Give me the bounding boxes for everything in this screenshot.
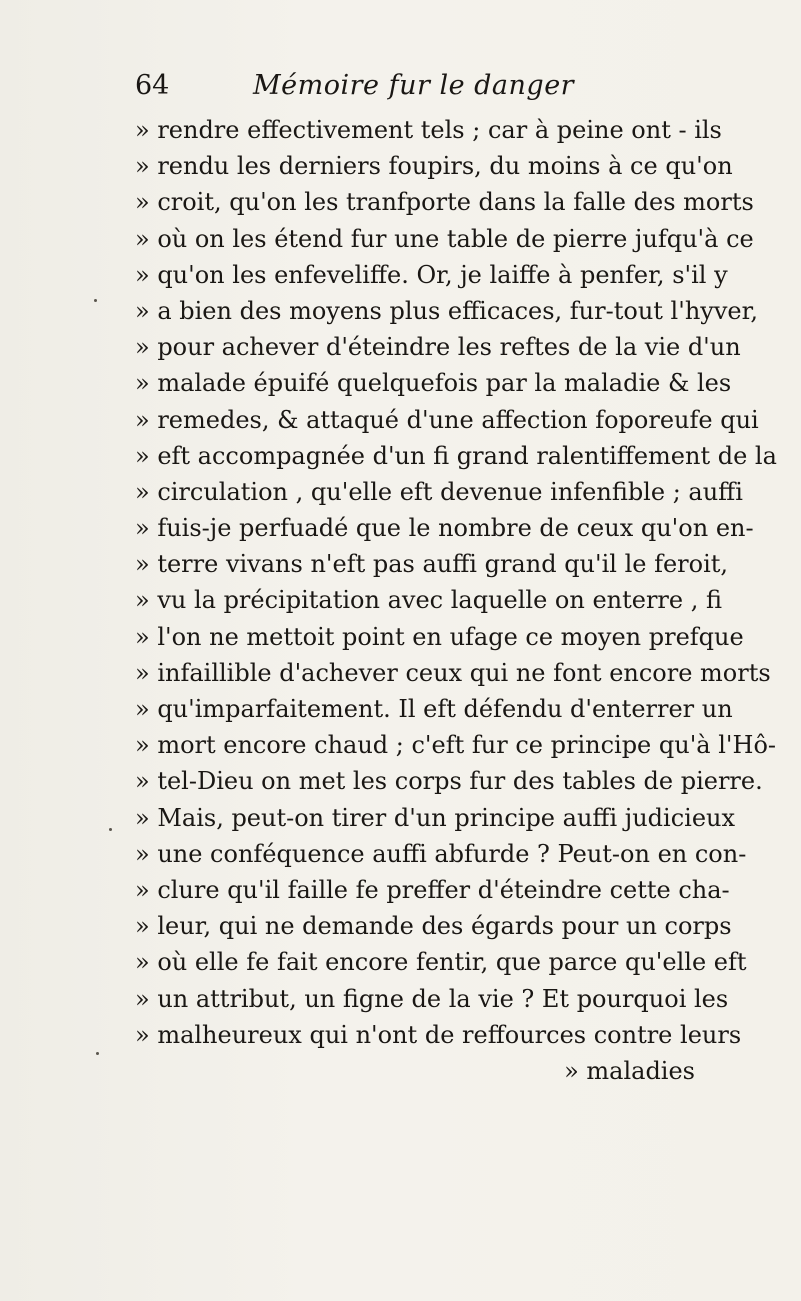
text-line: » mort encore chaud ; c'eft fur ce principe qu'à l'Hô- — [135, 731, 777, 760]
text-line: » où elle fe fait encore fentir, que parce qu'elle eft — [135, 948, 747, 977]
text-line: » infaillible d'achever ceux qui ne font encore morts — [135, 658, 771, 687]
text-line: » malheureux qui n'ont de reffources contre leurs — [135, 1020, 742, 1049]
text-line: » malade épuifé quelquefois par la maladie & les — [135, 369, 732, 398]
text-line: » tel-Dieu on met les corps fur des tables de pierre. — [135, 767, 763, 796]
text-line: » leur, qui ne demande des égards pour un corps — [135, 912, 732, 941]
text-line: » remedes, & attaqué d'une affection foporeufe qui — [135, 405, 759, 434]
text-line: » vu la précipitation avec laquelle on enterre , fi — [135, 586, 722, 615]
body-text — [135, 112, 777, 1089]
text-line: » rendu les derniers foupirs, du moins à ce qu'on — [135, 152, 733, 181]
text-line: » pour achever d'éteindre les reftes de la vie d'un — [135, 333, 741, 362]
text-line: » où on les étend fur une table de pierre jufqu'à ce — [135, 224, 754, 253]
text-line: » rendre effectivement tels ; car à peine ont - ils — [135, 116, 722, 144]
text-line: » un attribut, un figne de la vie ? Et pourquoi les — [135, 984, 729, 1013]
catchword-line: » maladies — [564, 1056, 695, 1085]
page-number: 64 — [135, 70, 170, 101]
text-line: » qu'on les enfeveliffe. Or, je laiffe à penfer, s'il y — [135, 260, 728, 289]
text-line: » Mais, peut-on tirer d'un principe auffi judicieux — [135, 803, 736, 832]
text-line: » l'on ne mettoit point en ufage ce moyen prefque — [135, 622, 744, 651]
text-line: » circulation , qu'elle eft devenue infenfible ; auffi — [135, 477, 743, 506]
text-line: » une conféquence auffi abfurde ? Peut-on en con- — [135, 839, 747, 868]
text-line: » clure qu'il faille fe preffer d'éteindre cette cha- — [135, 875, 730, 904]
text-line: » eft accompagnée d'un fi grand ralentiffement de la — [135, 441, 777, 470]
text-line: » fuis-je perfuadé que le nombre de ceux qu'on en- — [135, 514, 754, 543]
margin-speck — [96, 1052, 99, 1055]
running-title: Mémoire fur le danger — [253, 70, 575, 101]
text-line: » a bien des moyens plus efficaces, fur-tout l'hyver, — [135, 296, 759, 325]
text-line: » croit, qu'on les tranfporte dans la falle des morts — [135, 188, 754, 217]
text-line: » qu'imparfaitement. Il eft défendu d'enterrer un — [135, 695, 733, 723]
margin-speck — [109, 828, 112, 831]
text-line: » terre vivans n'eft pas auffi grand qu'il le feroit, — [135, 550, 729, 579]
margin-speck — [94, 299, 97, 302]
page-header — [135, 70, 695, 110]
